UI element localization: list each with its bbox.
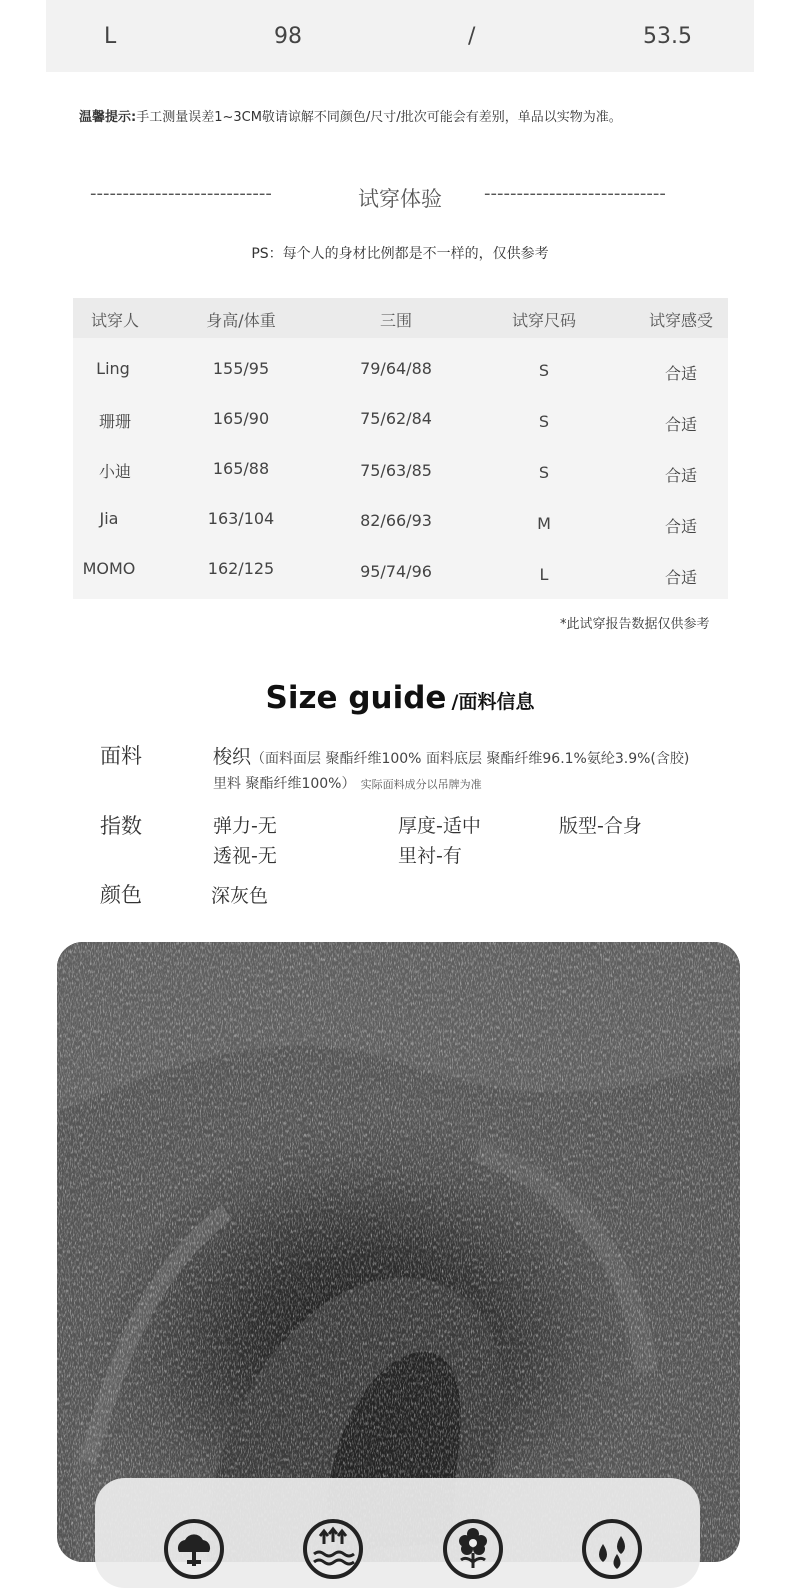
cell-name: Jia (99, 509, 119, 528)
cell-measurements: 75/63/85 (360, 461, 432, 480)
fabric-detail-2: 里料 聚酯纤维100%） (213, 776, 356, 792)
header-cell: 身高/体重 (206, 311, 276, 330)
cell-measurements: 75/62/84 (360, 409, 432, 428)
header-cell: 三围 (379, 311, 413, 330)
size-value-1: 98 (274, 24, 302, 49)
cell-size: M (537, 514, 551, 533)
size-row (46, 0, 754, 72)
index-label: 指数 (100, 814, 142, 838)
cell-feeling: 合适 (664, 568, 698, 587)
thickness-value: 厚度-适中 (398, 815, 481, 837)
fabric-info-line2 (213, 773, 482, 793)
size-value-3: 53.5 (643, 24, 692, 49)
right-dashes: ---------------------------- (484, 183, 666, 204)
cell-feeling: 合适 (664, 364, 698, 383)
cell-measurements: 79/64/88 (360, 359, 432, 378)
cell-height-weight: 165/88 (212, 459, 270, 478)
cell-size: S (538, 412, 550, 431)
cell-feeling: 合适 (664, 466, 698, 485)
measurement-tip (79, 106, 779, 125)
cell-size: S (538, 361, 550, 380)
fabric-main: 梭织 (213, 746, 252, 768)
cell-feeling: 合适 (664, 517, 698, 536)
color-label: 颜色 (100, 883, 142, 907)
guide-title-cn: /面料信息 (451, 691, 535, 713)
section-header (0, 183, 800, 217)
fabric-info (213, 742, 689, 769)
lining-value: 里衬-有 (398, 845, 462, 867)
ps-note: PS：每个人的身材比例都是不一样的，仅供参考 (251, 246, 549, 262)
cell-height-weight: 163/104 (207, 509, 275, 528)
fabric-close-up-image (57, 942, 740, 1562)
header-cell: 试穿感受 (648, 311, 714, 330)
header-cell: 试穿尺码 (511, 311, 577, 330)
water-drops-icon (581, 1518, 643, 1580)
cell-height-weight: 165/90 (212, 409, 270, 428)
tip-text: 手工测量误差1~3CM敬请谅解不同颜色/尺寸/批次可能会有差别，单品以实物为准。 (136, 110, 622, 125)
left-dashes: ---------------------------- (90, 183, 272, 204)
size-guide-title (0, 680, 800, 716)
header-cell: 试穿人 (90, 311, 140, 330)
cell-measurements: 82/66/93 (360, 511, 432, 530)
cell-name: Ling (96, 359, 130, 378)
size-value-2: / (468, 24, 476, 49)
cell-measurements: 95/74/96 (360, 562, 432, 581)
fitting-table (73, 298, 728, 599)
breathable-waves-icon (302, 1518, 364, 1580)
guide-title-en: Size guide (265, 680, 447, 716)
transparency-value: 透视-无 (213, 845, 277, 867)
fabric-label: 面料 (100, 744, 142, 768)
cell-height-weight: 155/95 (212, 359, 270, 378)
tip-label: 温馨提示: (79, 110, 137, 125)
fit-value: 版型-合身 (559, 815, 642, 837)
section-title: 试穿体验 (358, 187, 442, 211)
knit-texture (57, 942, 740, 1562)
cell-height-weight: 162/125 (207, 559, 275, 578)
size-label: L (104, 24, 117, 49)
cell-feeling: 合适 (664, 415, 698, 434)
fabric-note: 实际面料成分以吊牌为准 (360, 778, 482, 791)
fabric-detail: （面料面层 聚酯纤维100% 面料底层 聚酯纤维96.1%氨纶3.9%(含胶) (251, 751, 690, 767)
cell-size: L (539, 565, 549, 584)
cell-name: 小迪 (98, 462, 132, 481)
flower-icon (442, 1518, 504, 1580)
elasticity-value: 弹力-无 (213, 815, 277, 837)
table-header (73, 298, 728, 338)
cell-name: MOMO (82, 559, 136, 578)
color-value: 深灰色 (211, 885, 269, 907)
cell-name: 珊珊 (98, 412, 132, 431)
table-footnote: *此试穿报告数据仅供参考 (560, 617, 710, 632)
cloud-tree-icon (163, 1518, 225, 1580)
cell-size: S (538, 463, 550, 482)
